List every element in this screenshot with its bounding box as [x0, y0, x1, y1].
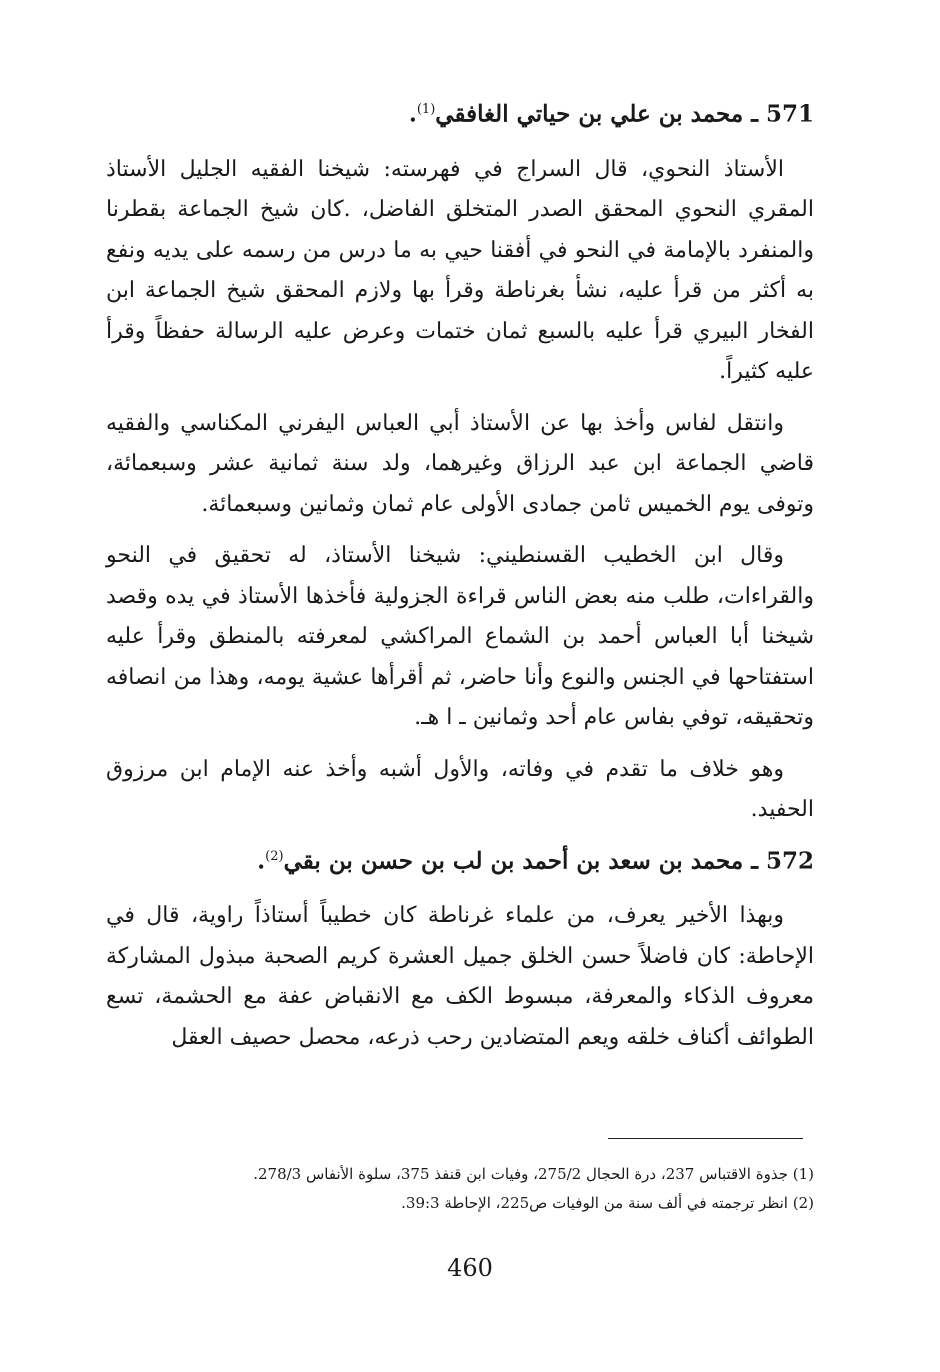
footnotes: [106, 1160, 814, 1218]
page-number: 460: [447, 1254, 493, 1282]
paragraph: وقال ابن الخطيب القسنطيني: شيخنا الأستاذ، له تحقيق في النحو والقراءات، طلب منه بعض الناس قراءة الجزولية فأخذها الأستاذ في يده وقصد شيخنا أبا العباس أحمد بن الشماع المراكشي لمعرفته بالمنطق وقرأ عليه استفتاحها في الجنس والنوع وأنا حاضر، ثم أقرأها عشية يومه، وهذا من انصافه وتحقيقه، توفي بفاس عام أحد وثمانين ـ ا هـ.: [106, 543, 815, 731]
footnote-separator: [608, 1138, 803, 1139]
paragraph: وبهذا الأخير يعرف، من علماء غرناطة كان خطيباً أستاذاً راوية، قال في الإحاطة: كان فاضلاً حسن الخلق جميل العشرة كريم الصحبة مبذول المشاركة معروف الذكاء والمعرفة، مبسوط الكف مع الانقباض عفة مع الحشمة، تسع الطوائف أكناف خلقه ويعم المتضادين رحب ذرعه، محصل حصيف العقل: [106, 903, 814, 1050]
heading-end: .: [257, 847, 266, 875]
entry-heading-572: [106, 839, 814, 880]
footnote-1: (1) جذوة الاقتباس 237، درة الحجال 275/2، وفيات ابن قنفذ 375، سلوة الأنفاس 278/3.: [253, 1165, 814, 1183]
main-text: [106, 92, 814, 1069]
footnote-ref: (1): [416, 102, 436, 117]
entry-title: 572 ـ محمد بن سعد بن أحمد بن لب بن حسن بن بقي: [283, 847, 814, 875]
entry-title: 571 ـ محمد بن علي بن حياتي الغافقي: [435, 100, 814, 128]
paragraph: وهو خلاف ما تقدم في وفاته، والأول أشبه وأخذ عنه الإمام ابن مرزوق الحفيد.: [106, 756, 814, 823]
heading-end: .: [408, 100, 417, 128]
paragraph: وانتقل لفاس وأخذ بها عن الأستاذ أبي العباس اليفرني المكناسي والفقيه قاضي الجماعة ابن عبد الرزاق وغيرهما، ولد سنة ثمانية عشر وسبعمائة، وتوفى يوم الخميس ثامن جمادى الأولى عام ثمان وثمانين وسبعمائة.: [106, 410, 814, 517]
footnote-ref: (2): [265, 848, 284, 864]
paragraph: الأستاذ النحوي، قال السراج في فهرسته: شيخنا الفقيه الجليل الأستاذ المقري النحوي المحقق الصدر المتخلق الفاضل، .كان شيخ الجماعة بقطرنا والمنفرد بالإمامة في النحو في أفقنا حيي به ما درس من رسمه على يديه ونفع به أكثر من قرأ عليه، نشأ بغرناطة وقرأ بها ولازم المحقق شيخ الجماعة ابن الفخار البيري قرأ عليه بالسبع ثمان ختمات وعرض عليه الرسالة حفظاً وقرأ عليه كثيراً.: [106, 156, 814, 385]
footnote-2: (2) انظر ترجمته في ألف سنة من الوفيات ص225، الإحاطة 39:3.: [401, 1194, 814, 1212]
entry-heading-571: [106, 92, 814, 133]
